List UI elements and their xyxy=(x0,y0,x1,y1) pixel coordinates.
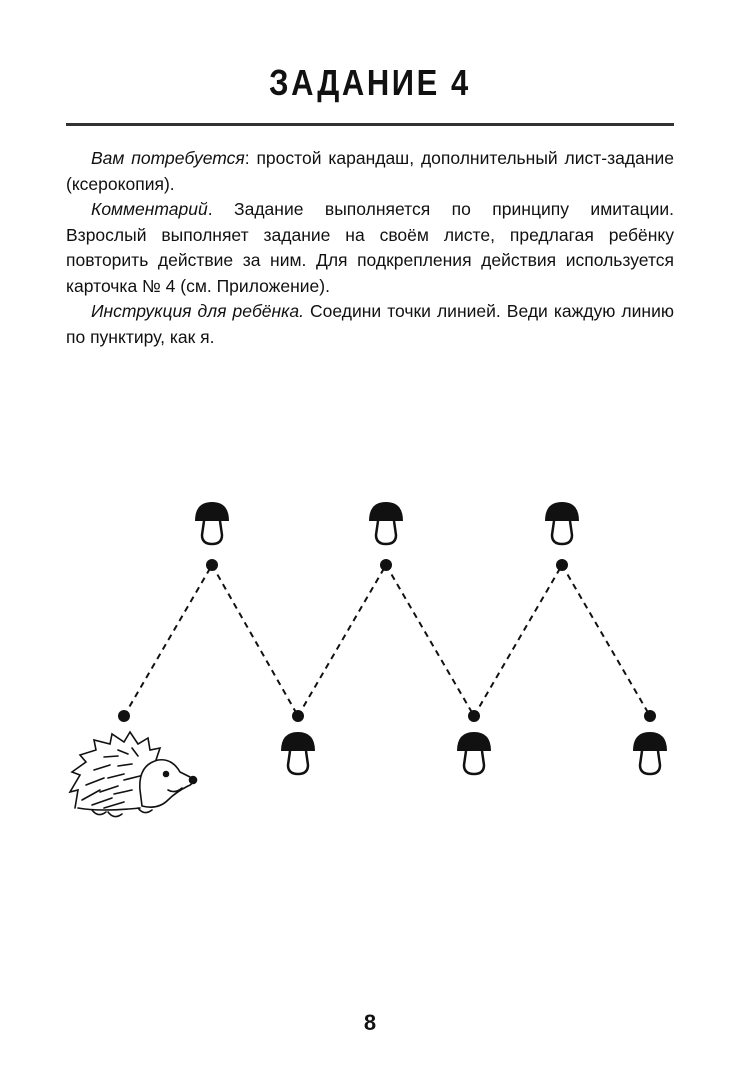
zigzag-exercise-illustration xyxy=(0,490,740,840)
paragraph-comment xyxy=(66,197,674,299)
connection-dots xyxy=(118,559,656,722)
comment-label: Комментарий xyxy=(91,199,208,219)
paragraph-instruction xyxy=(66,299,674,350)
dot-top-3 xyxy=(556,559,568,571)
comment-text: . Задание выполняется по принципу имитации. Взрослый выполняет задание на своём листе, предлагая ребёнку повторить действие за ним. Для подкрепления действия используется карточка № 4 (см. Приложение). xyxy=(66,199,674,296)
dot-bottom-1 xyxy=(118,710,130,722)
dot-top-2 xyxy=(380,559,392,571)
dot-bottom-4 xyxy=(644,710,656,722)
requirements-text: : простой карандаш, дополнительный лист-задание (ксерокопия). xyxy=(66,148,675,194)
mushroom-icon xyxy=(457,732,491,774)
instruction-text: Соедини точки линией. Веди каждую линию по пунктиру, как я. xyxy=(66,301,674,347)
dashed-zigzag-path xyxy=(124,565,650,716)
page-title: ЗАДАНИЕ 4 xyxy=(269,62,471,103)
task-description xyxy=(66,146,674,350)
hedgehog-icon xyxy=(70,732,197,817)
mushroom-icon xyxy=(369,502,403,544)
dot-top-1 xyxy=(206,559,218,571)
mushroom-icon xyxy=(633,732,667,774)
dot-bottom-3 xyxy=(468,710,480,722)
requirements-label: Вам потребуется xyxy=(91,148,245,168)
paragraph-requirements xyxy=(66,146,674,197)
mushroom-icon xyxy=(545,502,579,544)
page-number: 8 xyxy=(363,1010,377,1035)
mushroom-icon xyxy=(195,502,229,544)
title-divider xyxy=(66,123,674,126)
dot-bottom-2 xyxy=(292,710,304,722)
mushroom-icon xyxy=(281,732,315,774)
instruction-label: Инструкция для ребёнка. xyxy=(91,301,305,321)
